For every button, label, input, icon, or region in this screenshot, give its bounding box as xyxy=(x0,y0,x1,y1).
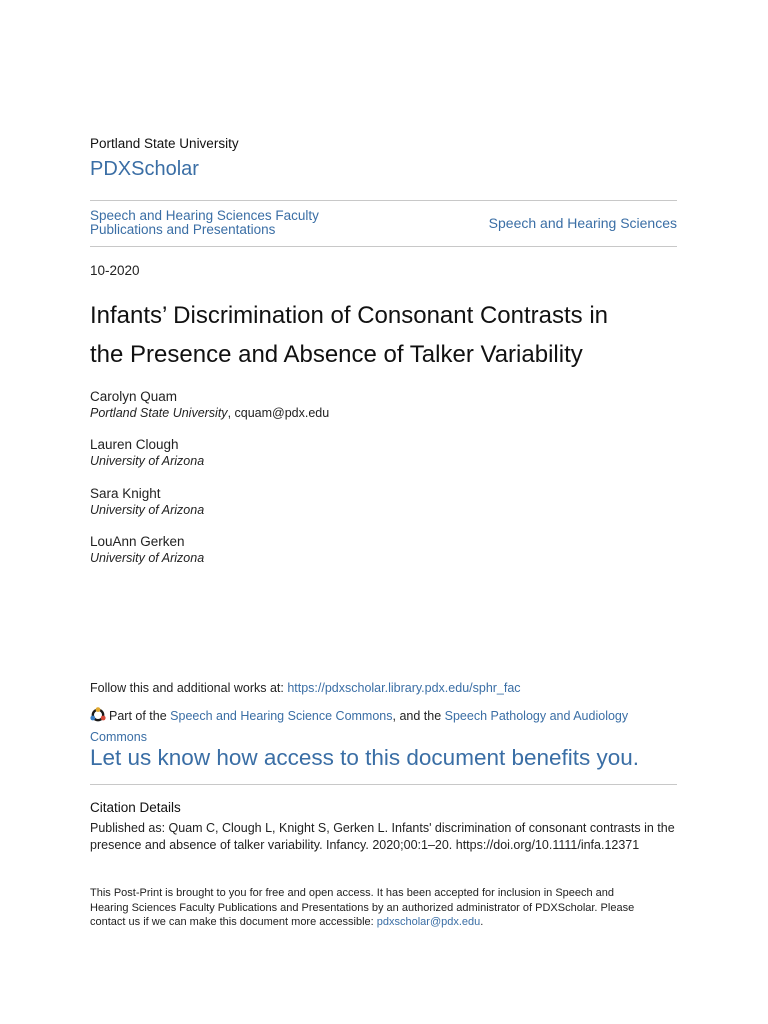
part-of-line xyxy=(90,706,650,748)
email-separator: , xyxy=(227,406,235,420)
network-commons-icon xyxy=(90,707,106,723)
author-block xyxy=(90,485,590,519)
collection-link[interactable] xyxy=(90,209,350,236)
author-affiliation xyxy=(90,502,590,519)
contact-email-link[interactable]: pdxscholar@pdx.edu xyxy=(376,916,481,928)
notice-line-3: contact us if we can make this document more accessible: xyxy=(90,916,377,928)
follow-label: Follow this and additional works at: xyxy=(90,681,288,695)
title-line-2: the Presence and Absence of Talker Variability xyxy=(90,341,583,368)
author-affiliation xyxy=(90,453,590,470)
access-notice xyxy=(90,886,670,930)
commons-link-speech-pathology[interactable]: Speech Pathology and Audiology Commons xyxy=(90,709,629,744)
follow-line xyxy=(90,681,521,695)
citation-line-1: Published as: Quam C, Clough L, Knight S, Gerken L. Infants' discrimination of consonant contrasts in the xyxy=(90,821,675,835)
part-of-prefix: Part of the xyxy=(109,709,171,723)
author-name: Lauren Clough xyxy=(90,437,179,452)
collection-url-link[interactable]: https://pdxscholar.library.pdx.edu/sphr_fac xyxy=(287,681,521,695)
citation-heading: Citation Details xyxy=(90,800,181,815)
affiliation-text: Portland State University xyxy=(90,406,228,420)
affiliation-text: University of Arizona xyxy=(90,454,205,468)
author-name: Carolyn Quam xyxy=(90,389,178,404)
citation-line-2: presence and absence of talker variability. Infancy. 2020;00:1–20. https://doi.org/10.1111/infa.12371 xyxy=(90,838,640,852)
author-affiliation xyxy=(90,405,590,422)
author-affiliation xyxy=(90,550,590,567)
collection-line-1: Speech and Hearing Sciences Faculty xyxy=(90,208,319,223)
author-name: LouAnn Gerken xyxy=(90,534,185,549)
divider-citation xyxy=(90,784,677,785)
author-email: cquam@pdx.edu xyxy=(234,406,330,420)
commons-link-speech-hearing[interactable]: Speech and Hearing Science Commons xyxy=(170,709,393,723)
author-block xyxy=(90,436,590,470)
notice-line-1: This Post-Print is brought to you for free and open access. It has been accepted for inclusion in Speech and xyxy=(90,887,615,899)
divider-bottom xyxy=(90,246,677,247)
author-block xyxy=(90,533,590,567)
notice-line-2: Hearing Sciences Faculty Publications and Presentations by an authorized administrator of PDXScholar. Please xyxy=(90,901,635,914)
collection-line-2: Publications and Presentations xyxy=(90,221,276,237)
department-link[interactable]: Speech and Hearing Sciences xyxy=(488,215,677,231)
benefits-feedback-link[interactable]: Let us know how access to this document benefits you. xyxy=(90,745,640,770)
citation-text xyxy=(90,820,690,854)
publication-date: 10-2020 xyxy=(90,263,140,278)
divider-top xyxy=(90,200,677,201)
repository-link[interactable]: PDXScholar xyxy=(90,158,199,180)
institution-name: Portland State University xyxy=(90,136,239,151)
author-block xyxy=(90,388,590,422)
part-of-middle: , and the xyxy=(392,709,445,723)
notice-line-3-end: . xyxy=(480,916,484,928)
title-line-1: Infants’ Discrimination of Consonant Contrasts in xyxy=(90,302,609,329)
document-title xyxy=(90,296,680,374)
affiliation-text: University of Arizona xyxy=(90,503,205,517)
author-name: Sara Knight xyxy=(90,486,161,501)
affiliation-text: University of Arizona xyxy=(90,551,205,565)
